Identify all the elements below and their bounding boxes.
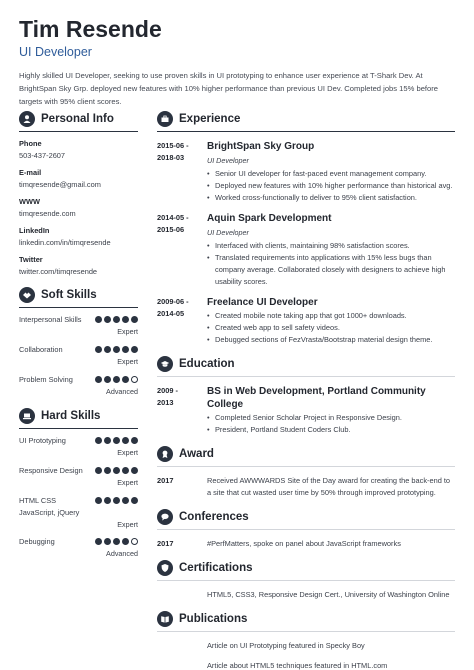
rating-dot-filled <box>131 346 138 353</box>
date-start: 2009 - <box>157 386 178 395</box>
skill-name: HTML CSS JavaScript, jQuery <box>19 496 80 517</box>
conferences-section <box>157 508 455 550</box>
rating-dot-filled <box>131 467 138 474</box>
personal-item <box>19 255 138 277</box>
skill-item <box>19 465 138 489</box>
rating-dot-filled <box>113 376 120 383</box>
section-title: Soft Skills <box>41 289 97 301</box>
bullet-item: • Senior UI developer for fast-paced event management company. <box>207 168 455 180</box>
left-column <box>19 110 138 560</box>
summary-text: Highly skilled UI Developer, seeking to use proven skills in UI prototyping to enhance user experience at T-Shark Dev. At BrightSpan Sky Grp. deployed new features with 10% higher performance than previous UI Dev. Completed jobs 15% before targets with 95% client scores. <box>19 71 439 106</box>
personal-item <box>19 168 138 190</box>
bullet-item: • Completed Senior Scholar Project in Responsive Design. <box>207 412 455 424</box>
bullet-list <box>207 240 455 288</box>
rating-dot-filled <box>95 437 102 444</box>
personal-item <box>19 226 138 248</box>
bullet-item: • Interfaced with clients, maintaining 98% satisfaction scores. <box>207 240 455 252</box>
linkedin-label: LinkedIn <box>19 226 50 235</box>
entry-date <box>157 212 207 288</box>
rating-dot-filled <box>131 437 138 444</box>
bullet-item: • Created web app to sell safety videos. <box>207 322 455 334</box>
experience-entry <box>157 140 455 204</box>
rating-dot-filled <box>113 497 120 504</box>
section-title: Award <box>179 448 214 460</box>
skill-name: Responsive Design <box>19 466 83 475</box>
section-divider <box>19 428 138 429</box>
experience-entry <box>157 296 455 346</box>
section-title: Publications <box>179 613 248 625</box>
company-name: Aquin Spark Development <box>207 213 332 224</box>
publication-text: Article on UI Prototyping featured in Specky Boy <box>207 641 365 650</box>
rating-dot-filled <box>113 346 120 353</box>
rating-dot-filled <box>113 538 120 545</box>
rating-dot-filled <box>122 497 129 504</box>
rating-dot-filled <box>122 316 129 323</box>
rating-dot-filled <box>131 497 138 504</box>
rating-dot-filled <box>122 346 129 353</box>
skill-level: Advanced <box>106 387 138 396</box>
briefcase-icon <box>157 111 173 127</box>
publications-section <box>157 610 455 670</box>
shield-icon <box>157 560 173 576</box>
phone-label: Phone <box>19 139 42 148</box>
company-name: Freelance UI Developer <box>207 297 318 308</box>
section-divider <box>157 529 455 530</box>
rating-dot-empty <box>131 538 138 545</box>
section-divider <box>157 131 455 132</box>
rating-dot-filled <box>122 376 129 383</box>
rating-dot-filled <box>104 467 111 474</box>
award-entry <box>157 475 455 499</box>
rating-dot-filled <box>131 316 138 323</box>
section-divider <box>19 307 138 308</box>
resume-header <box>19 16 459 108</box>
education-section <box>157 355 455 436</box>
twitter-value: twitter.com/timqresende <box>19 267 98 276</box>
skill-level: Advanced <box>106 549 138 558</box>
rating-dot-empty <box>131 376 138 383</box>
rating-dot-filled <box>113 316 120 323</box>
section-divider <box>157 580 455 581</box>
skill-item <box>19 495 138 530</box>
bullet-list <box>207 412 455 436</box>
skill-item <box>19 374 138 398</box>
section-title: Personal Info <box>41 113 114 125</box>
rating-dot-filled <box>113 467 120 474</box>
section-title: Conferences <box>179 511 249 523</box>
experience-entry <box>157 212 455 288</box>
book-icon <box>157 611 173 627</box>
skill-item <box>19 344 138 368</box>
phone-value: 503-437-2607 <box>19 151 66 160</box>
entry-date <box>157 140 207 204</box>
rating-dot-filled <box>95 467 102 474</box>
rating-dot-filled <box>122 538 129 545</box>
conference-entry <box>157 538 455 550</box>
skill-level: Expert <box>117 448 138 457</box>
candidate-name: Tim Resende <box>19 16 162 42</box>
skill-name: Debugging <box>19 537 55 546</box>
rating-dot-filled <box>95 376 102 383</box>
soft-skills-section <box>19 286 138 398</box>
education-entry <box>157 385 455 436</box>
bullet-item: • Translated requirements into applications with 15% less bugs than company average. Collaborated closely with designers to achieve high usability scores. <box>207 252 455 288</box>
award-section <box>157 445 455 499</box>
experience-section <box>157 110 455 346</box>
skill-rating <box>93 437 138 444</box>
skill-name: Collaboration <box>19 345 63 354</box>
email-label: E-mail <box>19 168 42 177</box>
bullet-list <box>207 310 455 346</box>
award-text: Received AWWWARDS Site of the Day award for creating the back-end to a site that cut wasted user time by 50% through improved prototyping. <box>207 476 451 497</box>
rating-dot-filled <box>122 437 129 444</box>
skill-level: Expert <box>117 478 138 487</box>
date-start: 2015-06 - <box>157 141 189 150</box>
skill-item <box>19 435 138 459</box>
hard-skills-section <box>19 407 138 560</box>
skill-name: Problem Solving <box>19 375 73 384</box>
skill-item <box>19 536 138 560</box>
rating-dot-filled <box>95 497 102 504</box>
rating-dot-filled <box>104 538 111 545</box>
bullet-item: • Created mobile note taking app that got 1000+ downloads. <box>207 310 455 322</box>
skill-rating <box>93 316 138 323</box>
medal-icon <box>157 446 173 462</box>
date-end: 2014-05 <box>157 309 185 318</box>
chat-bubble-icon <box>157 509 173 525</box>
right-column <box>157 110 455 670</box>
personal-item <box>19 197 138 219</box>
skill-rating <box>93 467 138 474</box>
rating-dot-filled <box>95 346 102 353</box>
handshake-icon <box>19 287 35 303</box>
skill-level: Expert <box>117 520 138 529</box>
rating-dot-filled <box>95 538 102 545</box>
laptop-icon <box>19 408 35 424</box>
bullet-item: • Debugged sections of FezVrasta/Bootstrap material design theme. <box>207 334 455 346</box>
conference-text: #PerfMatters, spoke on panel about JavaScript frameworks <box>207 539 401 548</box>
publication-entry <box>157 660 455 670</box>
date-start: 2009-06 - <box>157 297 189 306</box>
section-divider <box>157 631 455 632</box>
website-value: timqresende.com <box>19 209 76 218</box>
person-icon <box>19 111 35 127</box>
date-end: 2013 <box>157 398 174 407</box>
personal-info-section <box>19 110 138 277</box>
entry-date <box>157 385 207 436</box>
section-title: Education <box>179 358 235 370</box>
conference-year: 2017 <box>157 539 174 548</box>
bullet-item: • Deployed new features with 10% higher performance than historical avg. <box>207 180 455 192</box>
email-value: timqresende@gmail.com <box>19 180 101 189</box>
section-title: Hard Skills <box>41 410 101 422</box>
skill-name: Interpersonal Skills <box>19 315 82 324</box>
certification-text: HTML5, CSS3, Responsive Design Cert., University of Washington Online <box>207 590 450 599</box>
skill-item <box>19 314 138 338</box>
publication-entry <box>157 640 455 652</box>
personal-item <box>19 139 138 161</box>
rating-dot-filled <box>122 467 129 474</box>
rating-dot-filled <box>104 346 111 353</box>
rating-dot-filled <box>95 316 102 323</box>
rating-dot-filled <box>113 437 120 444</box>
date-end: 2015-06 <box>157 225 185 234</box>
skill-rating <box>93 497 138 504</box>
job-title: UI Developer <box>207 228 249 237</box>
job-title: UI Developer <box>207 156 249 165</box>
twitter-label: Twitter <box>19 255 43 264</box>
section-divider <box>157 466 455 467</box>
skill-level: Expert <box>117 357 138 366</box>
section-divider <box>19 131 138 132</box>
linkedin-value: linkedin.com/in/timqresende <box>19 238 111 247</box>
skill-rating <box>93 346 138 353</box>
date-start: 2014-05 - <box>157 213 189 222</box>
graduation-cap-icon <box>157 356 173 372</box>
skill-rating <box>93 538 138 545</box>
rating-dot-filled <box>104 316 111 323</box>
award-year: 2017 <box>157 476 174 485</box>
section-title: Experience <box>179 113 241 125</box>
degree-title: BS in Web Development, Portland Community College <box>207 386 426 410</box>
bullet-item: • Worked cross-functionally to deliver to 95% client satisfaction. <box>207 192 455 204</box>
date-end: 2018-03 <box>157 153 185 162</box>
skill-level: Expert <box>117 327 138 336</box>
publication-text: Article about HTML5 techniques featured in HTML.com <box>207 661 388 670</box>
bullet-item: • President, Portland Student Coders Club. <box>207 424 455 436</box>
section-divider <box>157 376 455 377</box>
company-name: BrightSpan Sky Group <box>207 141 315 152</box>
skill-name: UI Prototyping <box>19 436 66 445</box>
rating-dot-filled <box>104 437 111 444</box>
website-label: WWW <box>19 197 40 206</box>
certification-entry <box>157 589 455 601</box>
bullet-list <box>207 168 455 204</box>
rating-dot-filled <box>104 497 111 504</box>
certifications-section <box>157 559 455 601</box>
rating-dot-filled <box>104 376 111 383</box>
candidate-role: UI Developer <box>19 45 92 59</box>
section-title: Certifications <box>179 562 253 574</box>
skill-rating <box>93 376 138 383</box>
entry-date <box>157 296 207 346</box>
